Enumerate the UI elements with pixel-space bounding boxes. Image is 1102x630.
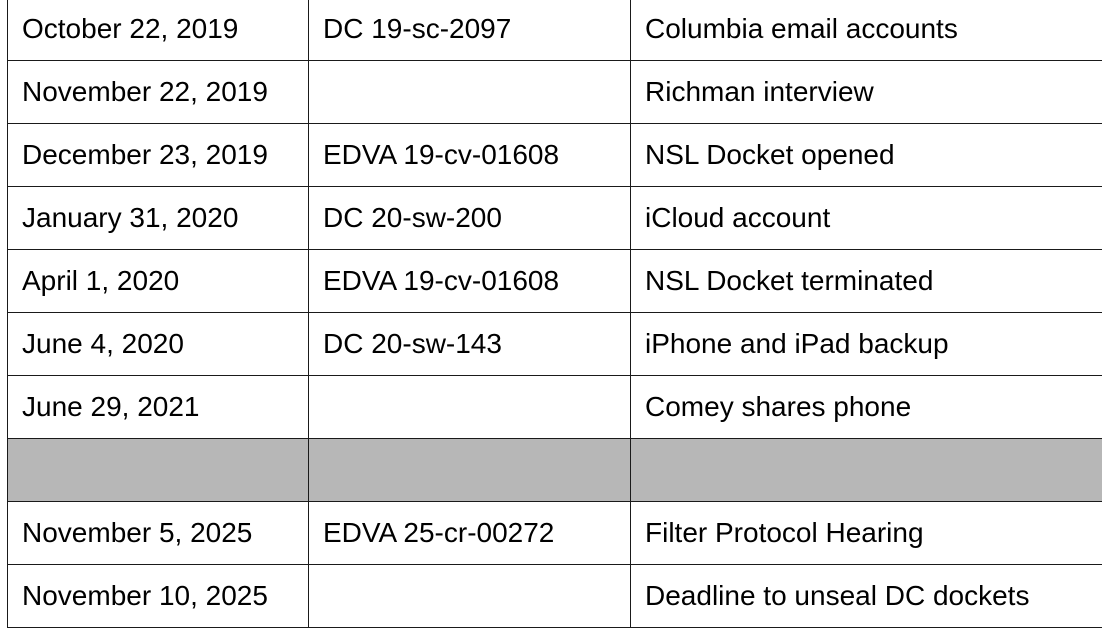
table-row	[8, 313, 1102, 376]
shaded-separator-row	[8, 439, 1102, 502]
date-cell: November 22, 2019	[8, 61, 309, 124]
docket-cell: DC 20-sw-200	[309, 187, 631, 250]
description-cell: iCloud account	[631, 187, 1102, 250]
docket-cell: DC 20-sw-143	[309, 313, 631, 376]
table-row	[8, 187, 1102, 250]
description-cell: NSL Docket terminated	[631, 250, 1102, 313]
description-cell: NSL Docket opened	[631, 124, 1102, 187]
date-cell: June 4, 2020	[8, 313, 309, 376]
docket-cell	[309, 439, 631, 502]
docket-cell: EDVA 19-cv-01608	[309, 124, 631, 187]
date-cell: June 29, 2021	[8, 376, 309, 439]
description-cell: Columbia email accounts	[631, 0, 1102, 61]
table-row	[8, 502, 1102, 565]
table-row	[8, 376, 1102, 439]
description-cell: Richman interview	[631, 61, 1102, 124]
description-cell: Filter Protocol Hearing	[631, 502, 1102, 565]
description-cell: iPhone and iPad backup	[631, 313, 1102, 376]
docket-cell: EDVA 25-cr-00272	[309, 502, 631, 565]
timeline-table-body	[8, 0, 1102, 628]
date-cell: October 22, 2019	[8, 0, 309, 61]
table-row	[8, 250, 1102, 313]
date-cell: November 10, 2025	[8, 565, 309, 628]
description-cell	[631, 439, 1102, 502]
date-cell: December 23, 2019	[8, 124, 309, 187]
docket-cell	[309, 565, 631, 628]
date-cell	[8, 439, 309, 502]
table-row	[8, 61, 1102, 124]
docket-cell: EDVA 19-cv-01608	[309, 250, 631, 313]
docket-cell: DC 19-sc-2097	[309, 0, 631, 61]
table-row	[8, 0, 1102, 61]
docket-cell	[309, 61, 631, 124]
table-row	[8, 124, 1102, 187]
date-cell: November 5, 2025	[8, 502, 309, 565]
date-cell: January 31, 2020	[8, 187, 309, 250]
timeline-table	[7, 0, 1102, 628]
docket-cell	[309, 376, 631, 439]
description-cell: Comey shares phone	[631, 376, 1102, 439]
date-cell: April 1, 2020	[8, 250, 309, 313]
description-cell: Deadline to unseal DC dockets	[631, 565, 1102, 628]
table-row	[8, 565, 1102, 628]
